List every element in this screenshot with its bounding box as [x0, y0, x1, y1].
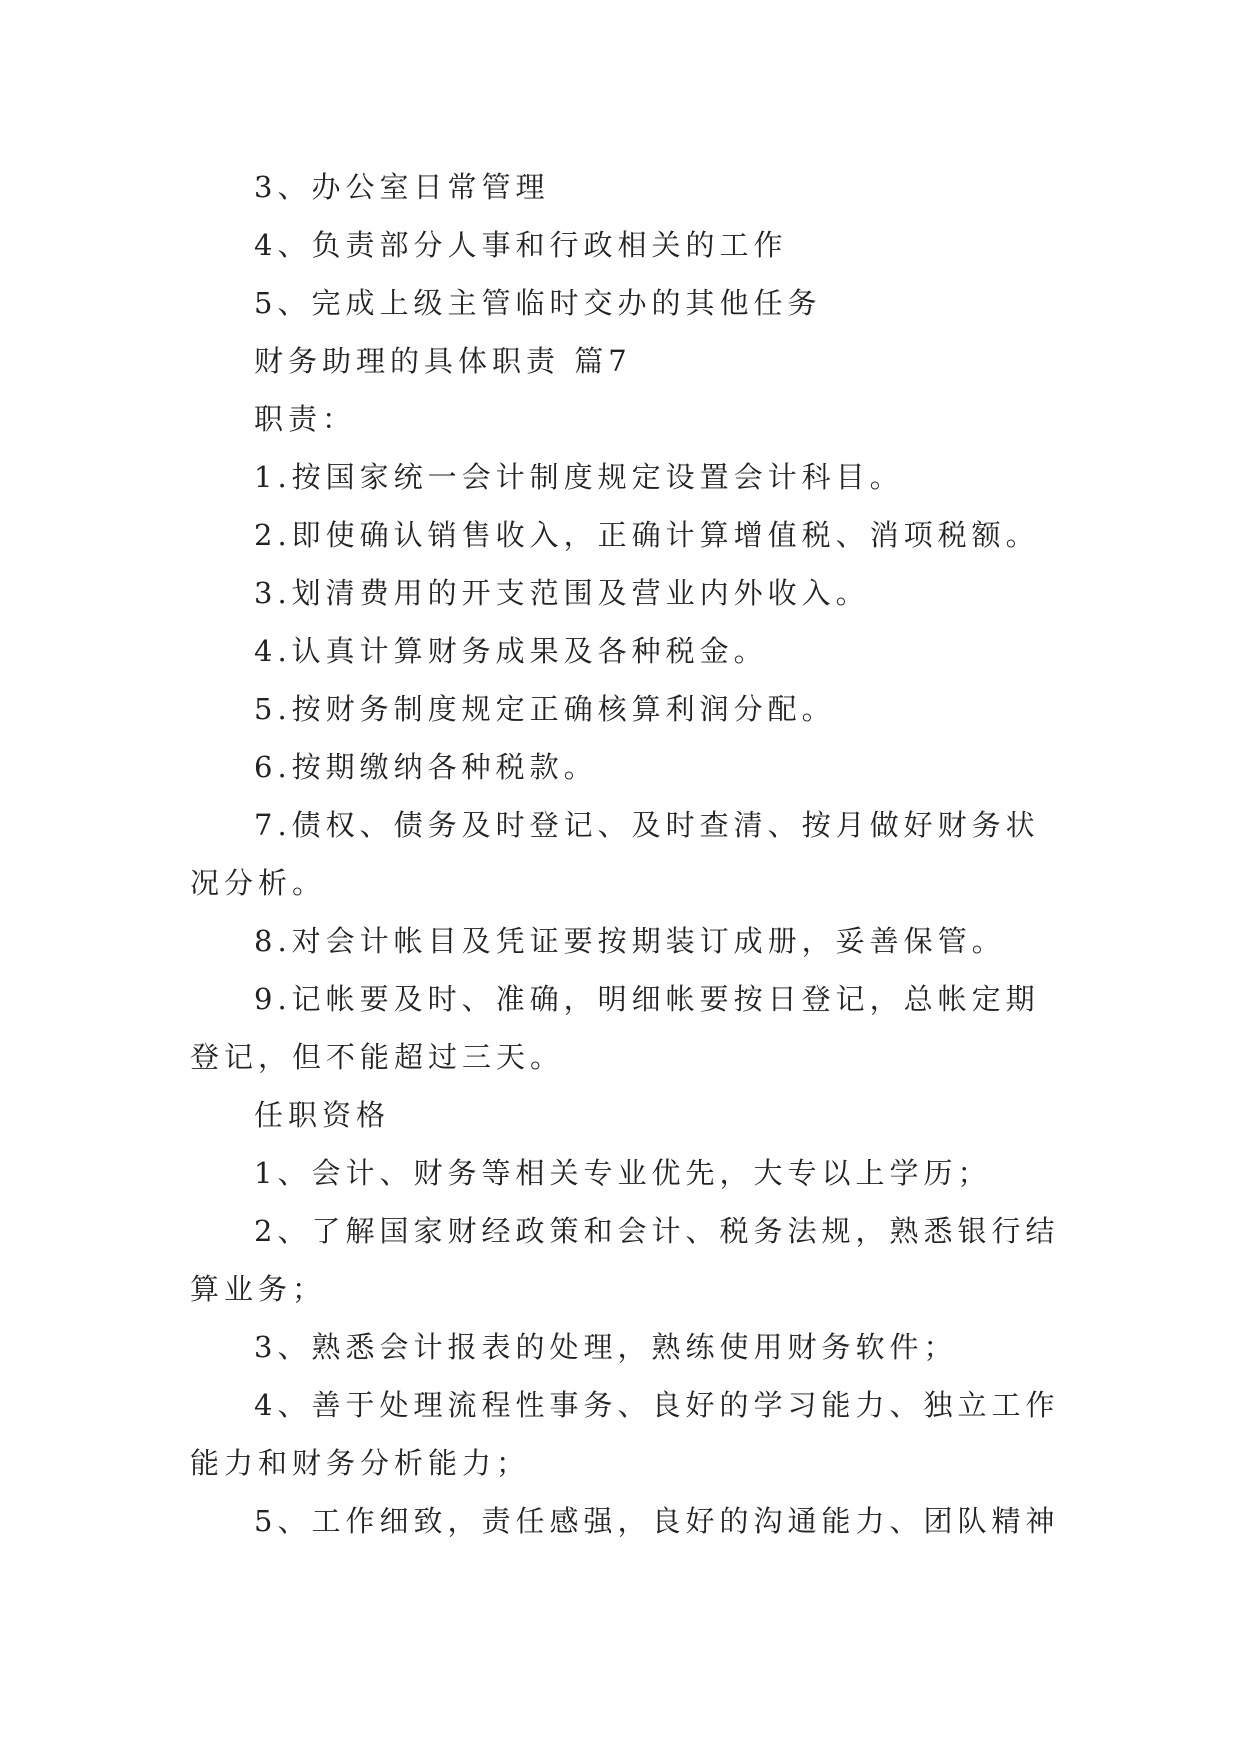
paragraph-duty-3: 3、办公室日常管理 [254, 170, 550, 204]
paragraph-item-6: 6.按期缴纳各种税款。 [254, 750, 598, 784]
document-body [190, 158, 1070, 1550]
duties-heading: 职责： [254, 402, 357, 436]
paragraph-duty-4: 4、负责部分人事和行政相关的工作 [254, 228, 788, 262]
paragraph-item-2: 2.即使确认销售收入，正确计算增值税、消项税额。 [254, 518, 1040, 552]
paragraph-item-5: 5.按财务制度规定正确核算利润分配。 [254, 692, 836, 726]
qualifications-heading: 任职资格 [254, 1098, 391, 1132]
paragraph-item-8: 8.对会计帐目及凭证要按期装订成册，妥善保管。 [254, 924, 1006, 958]
paragraph-item-3: 3.划清费用的开支范围及营业内外收入。 [254, 576, 870, 610]
paragraph-item-4: 4.认真计算财务成果及各种税金。 [254, 634, 768, 668]
qualification-item-3: 3、熟悉会计报表的处理，熟练使用财务软件； [254, 1330, 958, 1364]
paragraph-item-9: 9.记帐要及时、准确，明细帐要按日登记，总帐定期登记，但不能超过三天。 [190, 982, 1040, 1074]
paragraph-item-1: 1.按国家统一会计制度规定设置会计科目。 [254, 460, 904, 494]
qualification-item-4: 4、善于处理流程性事务、良好的学习能力、独立工作能力和财务分析能力； [190, 1388, 1060, 1480]
qualification-item-2: 2、了解国家财经政策和会计、税务法规，熟悉银行结算业务； [190, 1214, 1060, 1306]
qualification-item-5: 5、工作细致，责任感强，良好的沟通能力、团队精神 [254, 1504, 1060, 1538]
qualification-item-1: 1、会计、财务等相关专业优先，大专以上学历； [254, 1156, 992, 1190]
paragraph-duty-5: 5、完成上级主管临时交办的其他任务 [254, 286, 822, 320]
section-heading: 财务助理的具体职责 篇7 [254, 344, 632, 378]
paragraph-item-7: 7.债权、债务及时登记、及时查清、按月做好财务状况分析。 [190, 808, 1040, 900]
